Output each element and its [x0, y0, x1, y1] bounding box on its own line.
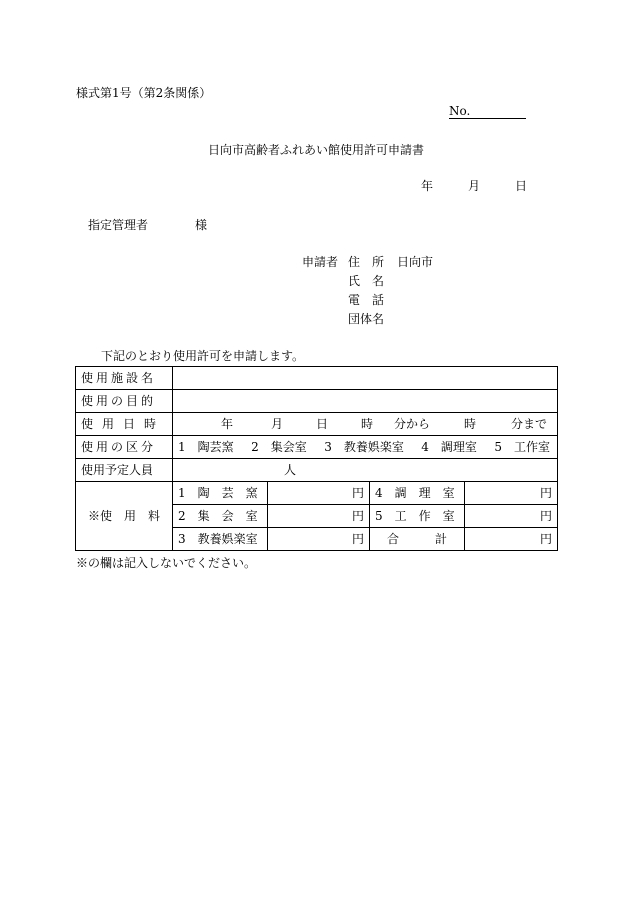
purpose-input[interactable] [173, 390, 558, 413]
applicant-label: 申請者 [302, 255, 339, 269]
category-option[interactable]: 5 工作室 [494, 440, 551, 454]
fee-item-label: 5 工 作 室 [370, 505, 465, 528]
fee-amount[interactable] [465, 482, 558, 505]
application-table [75, 366, 558, 551]
table-row [76, 390, 558, 413]
fee-amount[interactable] [268, 528, 370, 551]
addressee-honorific: 様 [195, 218, 208, 232]
fee-total-amount[interactable] [465, 528, 558, 551]
datetime-input[interactable] [173, 413, 558, 436]
facility-label: 使用施設名 [76, 367, 173, 390]
purpose-label: 使用の目的 [76, 390, 173, 413]
page-title: 日向市高齢者ふれあい館使用許可申請書 [208, 143, 425, 157]
name-label: 氏 名 [348, 274, 385, 288]
fee-item-label: 2 集 会 室 [173, 505, 268, 528]
fee-total-label: 合 計 [370, 528, 465, 551]
category-option[interactable]: 2 集会室 [251, 440, 307, 454]
dt-day: 日 [316, 417, 329, 431]
addressee-name: 指定管理者 [88, 218, 149, 232]
fee-item-label: 1 陶 芸 窯 [173, 482, 268, 505]
fee-amount[interactable] [268, 482, 370, 505]
people-unit: 人 [284, 463, 297, 477]
people-input[interactable] [173, 459, 558, 482]
category-option[interactable]: 3 教養娯楽室 [324, 440, 404, 454]
table-row [76, 436, 558, 459]
table-row [76, 482, 558, 505]
fee-amount[interactable] [465, 505, 558, 528]
yen-label: 円 [539, 532, 552, 546]
intro-text: 下記のとおり使用許可を申請します。 [101, 349, 305, 363]
yen-label: 円 [351, 486, 364, 500]
dt-hour-to: 時 [464, 417, 477, 431]
yen-label: 円 [351, 532, 364, 546]
footnote: ※の欄は記入しないでください。 [76, 556, 257, 570]
yen-label: 円 [351, 509, 364, 523]
date-day-label: 日 [515, 179, 528, 193]
dt-month: 月 [271, 417, 284, 431]
table-row [76, 413, 558, 436]
document-number-label: No. [449, 104, 471, 118]
category-option[interactable]: 4 調理室 [421, 440, 477, 454]
category-label: 使用の区分 [76, 436, 173, 459]
address-value: 日向市 [397, 255, 434, 269]
phone-label: 電 話 [348, 293, 385, 307]
document-number [449, 104, 526, 119]
yen-label: 円 [539, 509, 552, 523]
category-options[interactable] [173, 436, 558, 459]
yen-label: 円 [539, 486, 552, 500]
dt-minute-to: 分まで [511, 417, 548, 431]
table-row [76, 459, 558, 482]
date-year-label: 年 [421, 179, 434, 193]
fee-item-label: 4 調 理 室 [370, 482, 465, 505]
address-label: 住 所 [348, 255, 385, 269]
dt-minute-from: 分から [394, 417, 431, 431]
date-month-label: 月 [468, 179, 481, 193]
fee-item-label: 3 教養娯楽室 [173, 528, 268, 551]
datetime-label: 使用日時 [76, 413, 173, 436]
group-name-label: 団体名 [348, 312, 385, 326]
document-number-field[interactable] [449, 104, 526, 119]
form-number: 様式第1号（第2条関係） [76, 86, 212, 100]
dt-year: 年 [221, 417, 234, 431]
dt-hour-from: 時 [361, 417, 374, 431]
category-option[interactable]: 1 陶芸窯 [178, 440, 234, 454]
facility-input[interactable] [173, 367, 558, 390]
fee-label: ※使 用 料 [76, 482, 173, 551]
people-label: 使用予定人員 [76, 459, 173, 482]
fee-amount[interactable] [268, 505, 370, 528]
table-row [76, 367, 558, 390]
